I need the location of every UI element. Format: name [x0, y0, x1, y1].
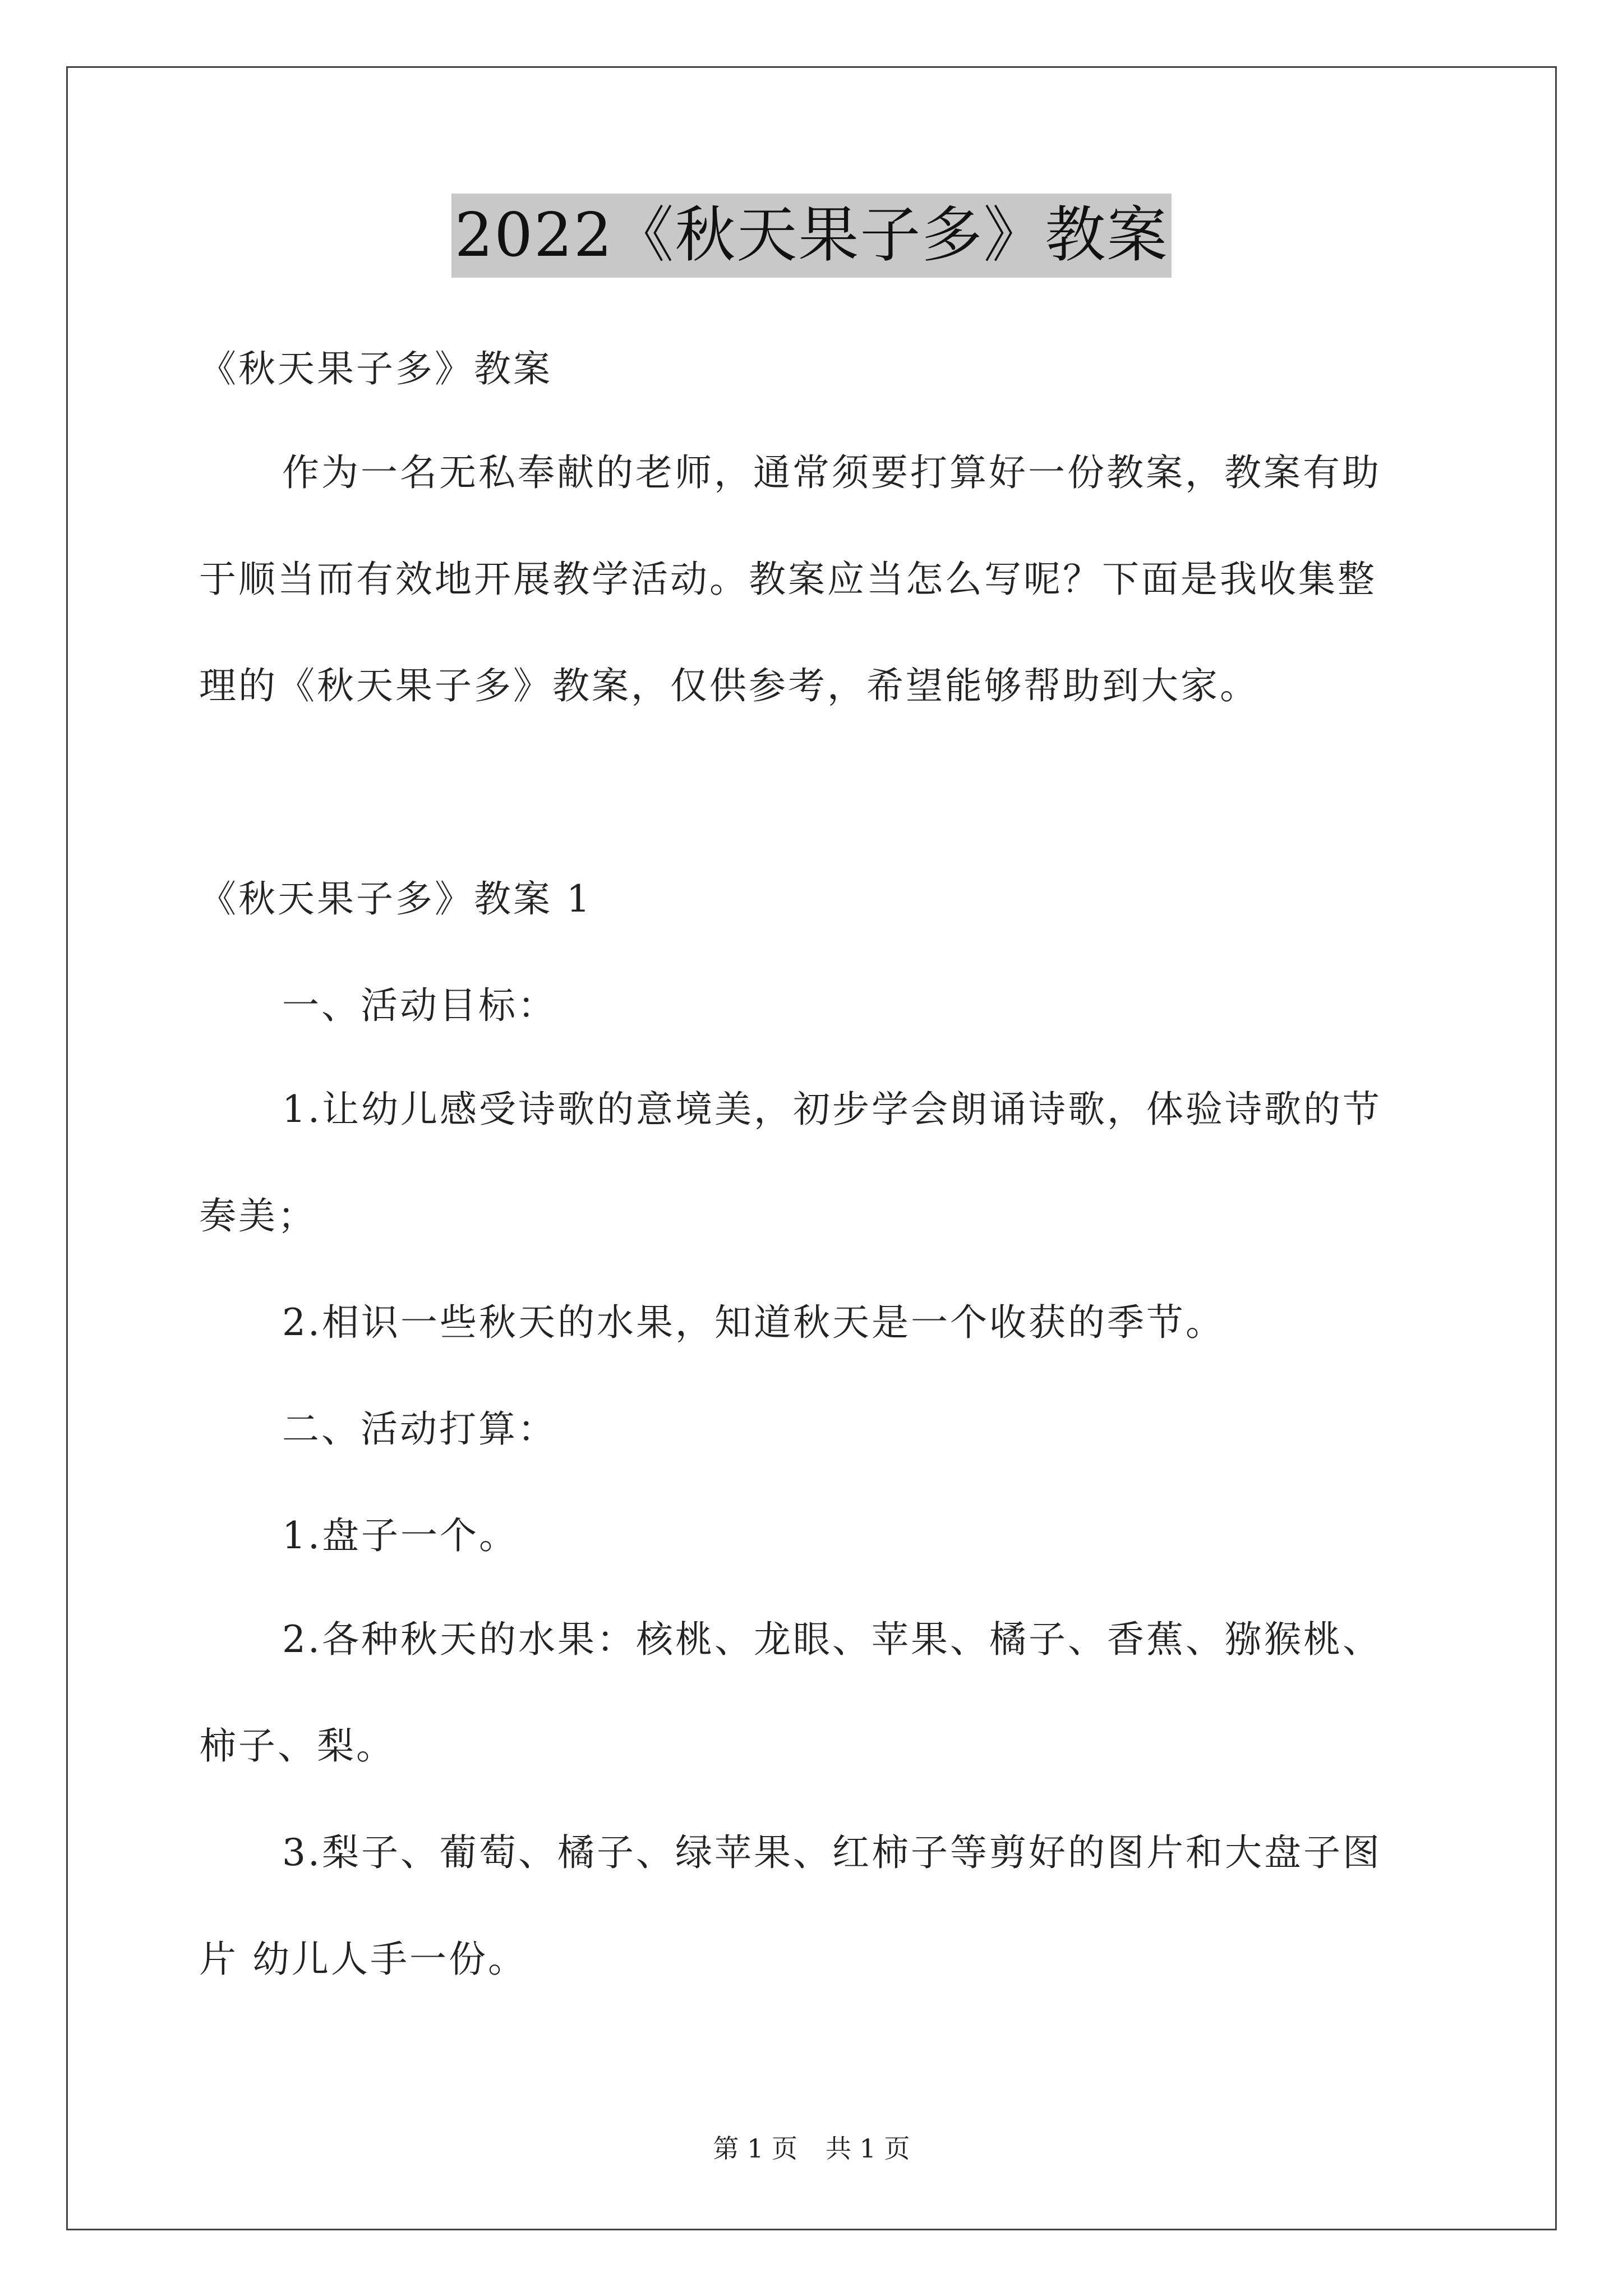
- prep-2-line-1: 2.各种秋天的水果：核桃、龙眼、苹果、橘子、香蕉、猕猴桃、: [282, 1618, 1382, 1661]
- section-heading: 《秋天果子多》教案 1: [199, 877, 592, 921]
- intro-line-1: 作为一名无私奉献的老师，通常须要打算好一份教案，教案有助: [282, 451, 1381, 494]
- document-title: 2022《秋天果子多》教案: [451, 194, 1172, 278]
- intro-line-3: 理的《秋天果子多》教案，仅供参考，希望能够帮助到大家。: [199, 664, 1259, 707]
- title-container: [0, 194, 1623, 278]
- goals-heading: 一、活动目标：: [282, 984, 557, 1027]
- prep-3-line-2: 片 幼儿人手一份。: [199, 1938, 527, 1981]
- goal-1-line-2: 奏美；: [199, 1194, 317, 1237]
- goal-2: 2.相识一些秋天的水果，知道秋天是一个收获的季节。: [282, 1301, 1225, 1344]
- prep-heading: 二、活动打算：: [282, 1407, 557, 1451]
- subtitle: 《秋天果子多》教案: [199, 347, 552, 390]
- page-number: 第 1 页: [713, 2133, 797, 2164]
- prep-2-line-2: 柿子、梨。: [199, 1724, 395, 1768]
- page-total: 共 1 页: [826, 2133, 910, 2164]
- page-footer: [0, 2132, 1623, 2165]
- prep-1: 1.盘子一个。: [282, 1514, 518, 1557]
- goal-1-line-1: 1.让幼儿感受诗歌的意境美，初步学会朗诵诗歌，体验诗歌的节: [282, 1088, 1382, 1131]
- prep-3-line-1: 3.梨子、葡萄、橘子、绿苹果、红柿子等剪好的图片和大盘子图: [282, 1831, 1382, 1874]
- intro-line-2: 于顺当而有效地开展教学活动。教案应当怎么写呢？下面是我收集整: [199, 558, 1377, 601]
